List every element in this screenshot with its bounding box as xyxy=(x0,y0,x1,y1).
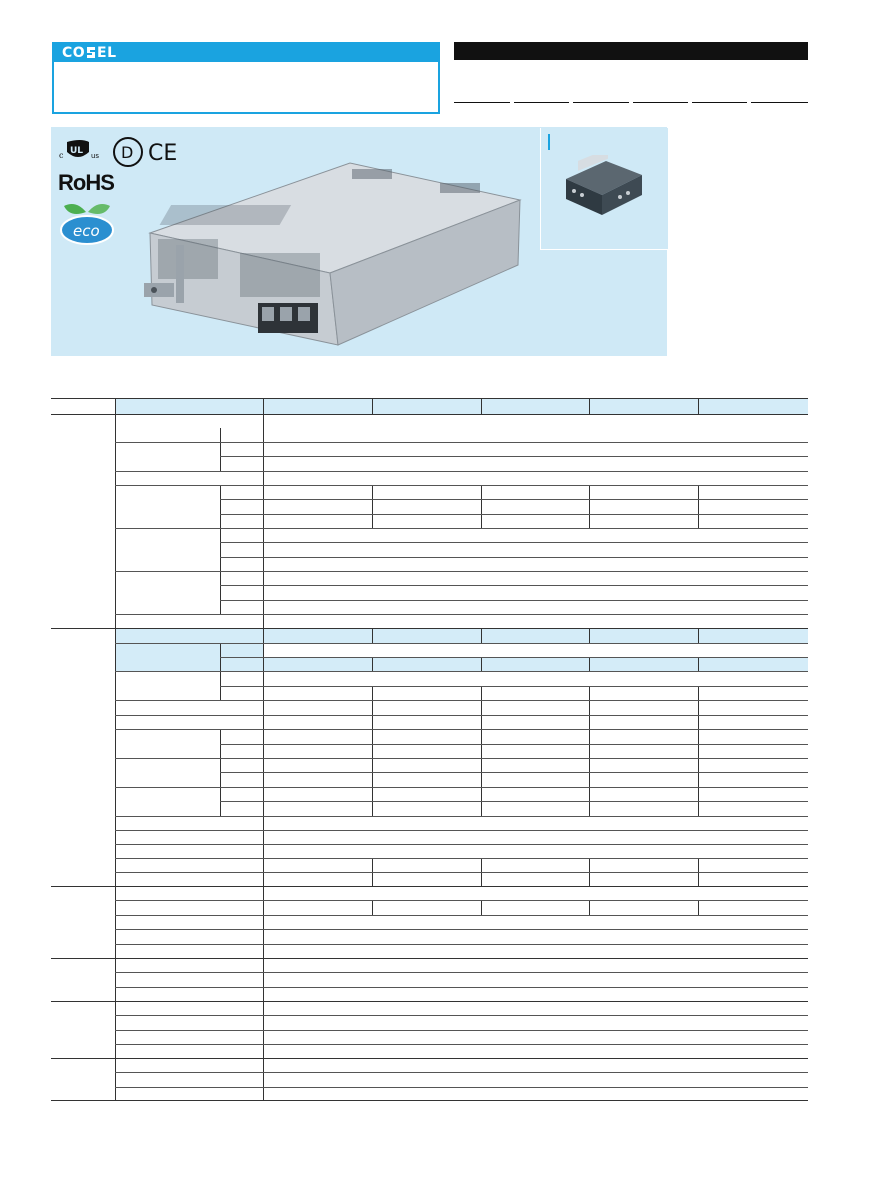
table-row-rule xyxy=(220,744,808,745)
table-row-rule xyxy=(115,787,808,788)
model-col-rule xyxy=(698,686,699,700)
table-row-rule xyxy=(115,1044,808,1045)
model-col-rule xyxy=(589,485,590,528)
table-row-rule xyxy=(115,872,808,873)
model-col-rule xyxy=(589,657,590,671)
shaded-row xyxy=(220,657,808,671)
model-col-rule xyxy=(481,399,482,414)
section-rule xyxy=(51,1058,808,1059)
inset-marker xyxy=(548,134,550,150)
model-col-rule xyxy=(481,485,482,528)
d-mark-icon xyxy=(114,138,142,166)
table-row-rule xyxy=(115,758,808,759)
table-row-rule xyxy=(220,772,808,773)
table-row-rule xyxy=(115,442,808,443)
table-row-rule xyxy=(115,700,808,701)
table-rule xyxy=(51,414,808,415)
col-rule xyxy=(220,428,221,471)
table-row-rule xyxy=(115,929,808,930)
table-row-rule xyxy=(115,944,808,945)
table-row-rule xyxy=(115,816,808,817)
model-col-rule xyxy=(698,657,699,671)
model-col-rule xyxy=(372,686,373,700)
col-rule xyxy=(263,399,264,1100)
table-row-rule xyxy=(115,915,808,916)
cosel-logo xyxy=(62,43,122,61)
col-rule xyxy=(220,571,221,614)
table-row-rule xyxy=(115,471,808,472)
table-row-rule xyxy=(220,557,808,558)
section-rule xyxy=(51,958,808,959)
model-col-rule xyxy=(481,657,482,671)
series-line xyxy=(692,102,747,103)
model-col-rule xyxy=(481,629,482,643)
table-row-rule xyxy=(220,542,808,543)
table-row-rule xyxy=(115,671,808,672)
svg-text:eco: eco xyxy=(73,222,100,240)
table-row-rule xyxy=(220,456,808,457)
model-col-rule xyxy=(698,485,699,528)
table-row-rule xyxy=(115,1015,808,1016)
series-line xyxy=(751,102,808,103)
table-row-rule xyxy=(115,715,808,716)
svg-text:us: us xyxy=(91,152,100,160)
col-rule xyxy=(220,528,221,571)
series-line xyxy=(573,102,629,103)
ul-mark-icon xyxy=(57,138,107,162)
table-row-rule xyxy=(115,614,808,615)
table-row-rule xyxy=(220,585,808,586)
table-row-rule xyxy=(220,499,808,500)
model-col-rule xyxy=(372,629,373,643)
svg-text:EL: EL xyxy=(97,45,117,61)
col-rule xyxy=(220,485,221,528)
model-col-rule xyxy=(372,485,373,528)
table-row-rule xyxy=(220,686,808,687)
table-row-rule xyxy=(115,1030,808,1031)
svg-text:CE: CE xyxy=(148,141,178,166)
table-row-rule xyxy=(115,987,808,988)
table-row-rule xyxy=(115,858,808,859)
table-row-rule xyxy=(220,514,808,515)
table-row-rule xyxy=(115,900,808,901)
table-row-rule xyxy=(115,729,808,730)
section-rule xyxy=(51,886,808,887)
series-line xyxy=(514,102,569,103)
model-col-rule xyxy=(698,629,699,643)
shaded-row xyxy=(115,629,808,643)
model-col-rule xyxy=(698,399,699,414)
model-col-rule xyxy=(481,900,482,915)
series-line xyxy=(633,102,688,103)
model-col-rule xyxy=(589,900,590,915)
table-row-rule xyxy=(115,485,808,486)
svg-text:UL: UL xyxy=(70,146,84,156)
table-bottom-rule xyxy=(51,1100,808,1101)
table-row-rule xyxy=(115,571,808,572)
table-row-rule xyxy=(115,1072,808,1073)
table-row-rule xyxy=(115,830,808,831)
series-line xyxy=(454,102,510,103)
table-row-rule xyxy=(220,600,808,601)
table-row-rule xyxy=(115,528,808,529)
table-row-rule xyxy=(115,1087,808,1088)
model-col-rule xyxy=(698,900,699,915)
table-header-row xyxy=(115,399,808,414)
eco-icon xyxy=(58,198,116,246)
table-row-rule xyxy=(115,844,808,845)
col-rule xyxy=(115,399,116,1100)
section-rule xyxy=(51,1001,808,1002)
power-supply-photo xyxy=(140,155,530,347)
noise-filter-photo xyxy=(558,155,648,219)
model-col-rule xyxy=(589,629,590,643)
model-col-rule xyxy=(481,686,482,700)
svg-text:c: c xyxy=(59,151,64,160)
model-col-rule xyxy=(372,657,373,671)
title-bar xyxy=(454,42,808,60)
rohs-icon: RoHS xyxy=(58,170,114,195)
table-row-rule xyxy=(220,657,808,658)
table-row-rule xyxy=(115,972,808,973)
model-col-rule xyxy=(372,900,373,915)
svg-text:CO: CO xyxy=(62,45,86,61)
model-col-rule xyxy=(372,399,373,414)
table-row-rule xyxy=(115,643,808,644)
table-row-rule xyxy=(220,801,808,802)
model-col-rule xyxy=(589,399,590,414)
model-col-rule xyxy=(589,686,590,700)
svg-text:D: D xyxy=(121,143,134,162)
